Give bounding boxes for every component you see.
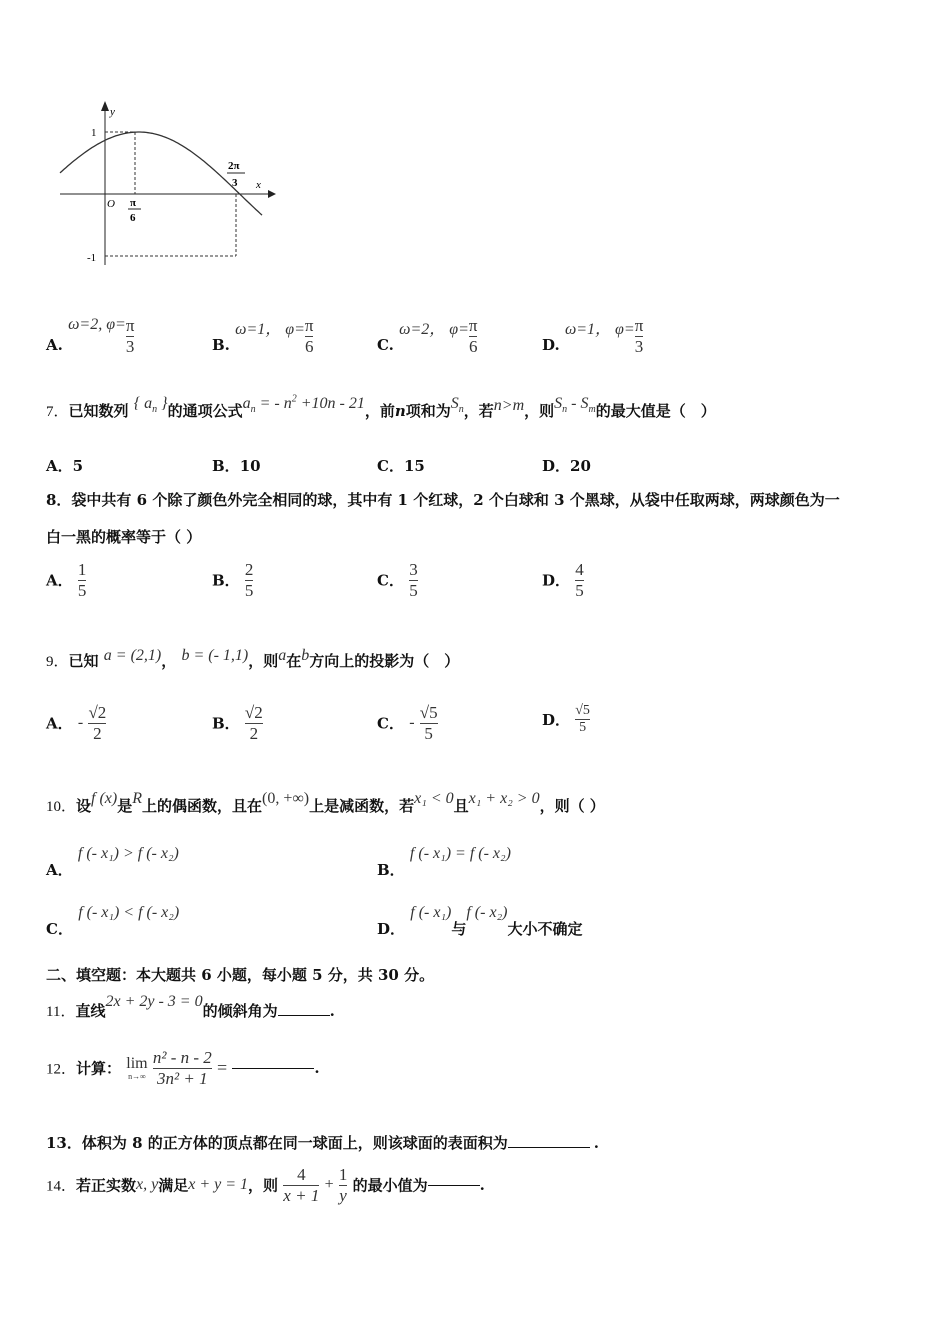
x-axis-arrow-icon xyxy=(268,190,276,198)
y-axis-label: y xyxy=(110,106,115,118)
q9-stem: 9．已知 a = (2,1)， b = (- 1,1)，则a在b方向上的投影为（ ） xyxy=(46,647,460,670)
q8-option-b[interactable]: B． $\frac{2}{5}$ xyxy=(212,560,254,600)
q6-option-c[interactable] xyxy=(377,316,477,356)
x-tick2-den: 3 xyxy=(232,177,238,189)
q7-condition: n>m xyxy=(493,397,525,414)
x-tick1-den: 6 xyxy=(130,212,136,224)
q7-stem xyxy=(46,393,716,423)
q7-option-b[interactable]: B．10 xyxy=(212,457,261,475)
q8-line-1: 8．袋中共有 6 个除了颜色外完全相同的球，其中有 1 个红球，2 个白球和 3 个黑球，从袋中任取两球，两球颜色为一 xyxy=(46,491,840,509)
answer-blank[interactable] xyxy=(232,1068,314,1069)
q9-text-1: 已知 xyxy=(68,652,99,670)
q8-option-d[interactable]: D． $\frac{4}{5}$ xyxy=(542,560,584,600)
q7-seq: { $a_n$ } xyxy=(133,395,168,416)
q13: 13．体积为 8 的正方体的顶点都在同一球面上，则该球面的表面积为 . xyxy=(46,1134,599,1152)
option-label: C. xyxy=(377,336,394,355)
x-tick2-num: 2π xyxy=(228,160,240,172)
q11-equation: 2x + 2y - 3 = 0 xyxy=(105,993,203,1010)
option-expr: ω=2， φ= xyxy=(399,321,469,338)
option-expr: ω=1， φ= xyxy=(564,321,635,338)
q7-sum: $S_n$ xyxy=(450,395,464,416)
q10-stem: 10．设f (x)是R上的偶函数，且在(0, +∞)上是减函数，若x₁ < 0且x₁ + x₂ > 0，则（ ） xyxy=(46,790,605,815)
q10-function: f (x) xyxy=(91,790,118,807)
q7-text-6: ，则 xyxy=(524,402,555,420)
q7-text-5: ，若 xyxy=(463,402,494,420)
option-num: π xyxy=(468,316,478,335)
option-den: 3 xyxy=(125,336,135,356)
section-2-heading: 二、填空题：本大题共 6 小题，每小题 5 分，共 30 分。 xyxy=(46,966,435,984)
option-label: C． xyxy=(377,571,404,590)
y-min-label: -1 xyxy=(87,252,97,264)
y-axis-arrow-icon xyxy=(101,101,109,111)
q9-option-c[interactable]: C． - $\frac{√5}{5}$ xyxy=(377,703,438,743)
answer-blank[interactable] xyxy=(428,1185,480,1186)
option-label: A． xyxy=(46,571,73,590)
q10-option-b[interactable]: B． f (- x₁) = f (- x₂) xyxy=(377,845,511,879)
option-label: D. xyxy=(542,336,560,355)
sine-graph xyxy=(50,95,280,275)
q9-vector-a: a = (2,1) xyxy=(103,647,162,664)
q6-option-a[interactable] xyxy=(46,316,134,356)
q8-option-a[interactable]: A． $\frac{1}{5}$ xyxy=(46,560,87,600)
q9-text-4: 方向上的投影为（ ） xyxy=(309,652,460,670)
q12-lim: lim xyxy=(126,1055,148,1073)
option-den: 3 xyxy=(634,336,644,356)
option-den: 6 xyxy=(304,336,314,356)
q12: 12．计算： lim n→∞ $\frac{\text{n² - n - 2}}{\text{3n² + 1}}$ = . xyxy=(46,1048,320,1088)
option-num: π xyxy=(634,316,644,335)
option-label: A. xyxy=(46,336,63,355)
x-axis-label: x xyxy=(256,179,261,191)
q7-option-a[interactable]: A．5 xyxy=(46,457,84,475)
option-num: π xyxy=(304,316,314,335)
q9-text-2: ，则 xyxy=(248,652,279,670)
q11: 11．直线2x + 2y - 3 = 0的倾斜角为 . xyxy=(46,993,335,1020)
q8-line-2: 白一黑的概率等于（ ） xyxy=(46,528,202,546)
q7-text-4: 项和为 xyxy=(405,402,451,420)
origin-label: O xyxy=(107,198,115,210)
q6-option-b[interactable] xyxy=(212,316,313,356)
answer-blank[interactable] xyxy=(278,1015,330,1016)
q7-formula: $a_n$ = - $n^2 +10n - 21$ xyxy=(242,393,365,416)
q7-option-c[interactable]: C．15 xyxy=(377,457,425,475)
option-label: B. xyxy=(212,336,230,355)
q7-diff: $S_n - S_m$ xyxy=(554,395,596,416)
q6-option-d[interactable] xyxy=(542,316,643,356)
q7-text-2: 的通项公式 xyxy=(167,402,243,420)
answer-blank[interactable] xyxy=(508,1147,590,1148)
q10-interval: (0, +∞) xyxy=(262,790,310,807)
q7-text-3: ，前 xyxy=(364,402,395,420)
question-number: 7． xyxy=(46,404,69,420)
q7-option-d[interactable]: D．20 xyxy=(542,457,591,475)
q9-vector-b: b = (- 1,1) xyxy=(181,647,249,664)
q10-option-a[interactable]: A． f (- x₁) > f (- x₂) xyxy=(46,845,179,879)
q10-option-d[interactable]: D． f (- x₁)与f (- x₂)大小不确定 xyxy=(377,904,583,938)
q7-n: n xyxy=(394,402,406,420)
q9-option-a[interactable]: A． - $\frac{√2}{2}$ xyxy=(46,703,107,743)
y-max-label: 1 xyxy=(91,127,97,139)
q9-option-b[interactable]: B． $\frac{√2}{2}$ xyxy=(212,703,263,743)
x-tick1-num: π xyxy=(130,197,137,209)
question-number: 9． xyxy=(46,654,69,670)
question-number: 10． xyxy=(46,799,77,815)
option-den: 6 xyxy=(468,336,478,356)
q9-option-d[interactable]: D． $\frac{√5}{5}$ xyxy=(542,703,590,736)
q7-text-7: 的最大值是（ ） xyxy=(595,402,716,420)
option-expr: ω=2, φ= xyxy=(68,316,126,333)
q10-option-c[interactable]: C． f (- x₁) < f (- x₂) xyxy=(46,904,180,938)
option-num: π xyxy=(125,316,135,335)
option-label: B． xyxy=(212,571,240,590)
q14: 14．若正实数x, y满足x + y = 1，则 $\frac{4}{x + 1}$ + $\frac{1}{y}$ 的最小值为 . xyxy=(46,1165,485,1205)
q8-option-c[interactable]: C． $\frac{3}{5}$ xyxy=(377,560,418,600)
sine-curve xyxy=(60,132,262,215)
option-label: D． xyxy=(542,571,571,590)
q7-text-1: 已知数列 xyxy=(68,402,129,420)
option-expr: ω=1， φ= xyxy=(235,321,305,338)
